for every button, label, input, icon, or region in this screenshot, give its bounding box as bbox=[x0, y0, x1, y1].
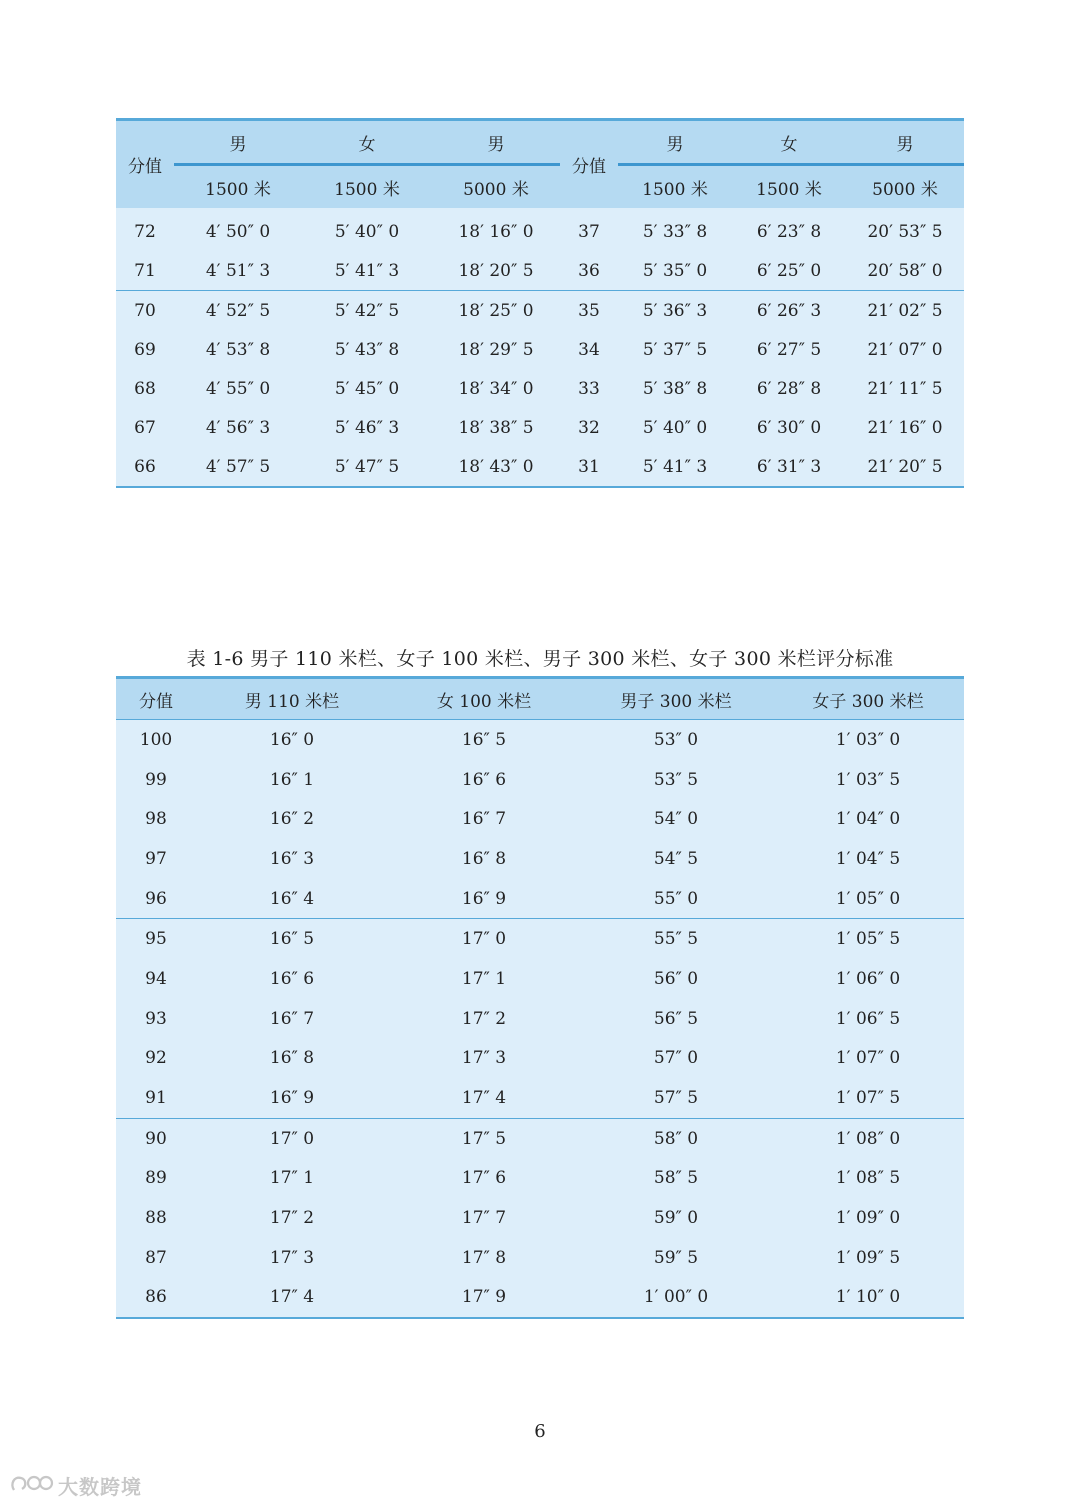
time-cell: 1′ 00″ 0 bbox=[580, 1278, 772, 1319]
time-cell: 16″ 6 bbox=[269, 968, 315, 989]
score-cell: 32 bbox=[578, 417, 600, 438]
time-cell: 17″ 7 bbox=[461, 1208, 507, 1229]
time-cell: 17″ 3 bbox=[461, 1048, 507, 1069]
time-cell: 57″ 0 bbox=[653, 1048, 699, 1069]
time-cell: 16″ 9 bbox=[269, 1088, 315, 1109]
event-header: 1500 米 bbox=[642, 179, 708, 200]
time-cell: 21′ 02″ 5 bbox=[846, 291, 964, 331]
time-cell: 56″ 5 bbox=[653, 1008, 699, 1029]
column-header: 男子 300 米栏 bbox=[580, 678, 772, 720]
score-cell: 34 bbox=[578, 339, 600, 360]
score-cell: 71 bbox=[134, 260, 156, 281]
time-cell: 1′ 07″ 5 bbox=[835, 1088, 901, 1109]
time-cell: 17″ 6 bbox=[461, 1168, 507, 1189]
time-cell: 16″ 7 bbox=[269, 1008, 315, 1029]
time-cell: 5′ 43″ 8 bbox=[334, 339, 400, 360]
time-cell: 58″ 5 bbox=[653, 1168, 699, 1189]
score-cell: 99 bbox=[145, 769, 167, 790]
time-cell: 18′ 29″ 5 bbox=[458, 339, 534, 360]
table-caption: 表 1-6 男子 110 米栏、女子 100 米栏、男子 300 米栏、女子 300 米栏评分标准 bbox=[186, 648, 894, 670]
score-cell: 92 bbox=[145, 1048, 167, 1069]
time-cell: 17″ 0 bbox=[388, 919, 580, 959]
score-cell: 89 bbox=[145, 1168, 167, 1189]
time-cell: 4′ 55″ 0 bbox=[205, 378, 271, 399]
time-cell: 21′ 20″ 5 bbox=[846, 447, 964, 487]
time-cell: 5′ 41″ 3 bbox=[618, 447, 732, 487]
table-row bbox=[116, 251, 964, 291]
score-header: 分值 bbox=[560, 120, 618, 209]
time-cell: 1′ 08″ 5 bbox=[835, 1168, 901, 1189]
logo-icon bbox=[8, 1472, 54, 1498]
time-cell: 18′ 20″ 5 bbox=[458, 260, 534, 281]
time-cell: 16″ 7 bbox=[461, 809, 507, 830]
table-row bbox=[116, 1238, 964, 1278]
time-cell: 1′ 06″ 0 bbox=[835, 968, 901, 989]
time-cell: 5′ 38″ 8 bbox=[642, 378, 708, 399]
time-cell: 17″ 2 bbox=[269, 1208, 315, 1229]
score-cell: 37 bbox=[578, 221, 600, 242]
time-cell: 1′ 09″ 5 bbox=[835, 1247, 901, 1268]
score-cell: 68 bbox=[134, 378, 156, 399]
time-cell: 5′ 36″ 3 bbox=[618, 291, 732, 331]
watermark-text: 大数跨境 bbox=[58, 1474, 142, 1499]
score-cell: 35 bbox=[560, 291, 618, 331]
score-cell: 87 bbox=[145, 1247, 167, 1268]
column-header: 分值 bbox=[116, 678, 196, 720]
group-header: 男 bbox=[174, 120, 302, 165]
group-header: 男 bbox=[618, 120, 732, 165]
time-cell: 18′ 43″ 0 bbox=[432, 447, 560, 487]
time-cell: 21′ 07″ 0 bbox=[867, 339, 943, 360]
score-cell: 88 bbox=[145, 1208, 167, 1229]
time-cell: 6′ 25″ 0 bbox=[756, 260, 822, 281]
time-cell: 18′ 34″ 0 bbox=[458, 378, 534, 399]
time-cell: 17″ 0 bbox=[196, 1118, 388, 1158]
score-cell: 86 bbox=[116, 1278, 196, 1319]
time-cell: 6′ 27″ 5 bbox=[756, 339, 822, 360]
time-cell: 18′ 38″ 5 bbox=[458, 417, 534, 438]
score-cell: 69 bbox=[134, 339, 156, 360]
time-cell: 56″ 0 bbox=[653, 968, 699, 989]
time-cell: 5′ 42″ 5 bbox=[302, 291, 432, 331]
table-row bbox=[116, 291, 964, 331]
time-cell: 17″ 4 bbox=[461, 1088, 507, 1109]
table-row bbox=[116, 1159, 964, 1199]
time-cell: 17″ 8 bbox=[461, 1247, 507, 1268]
time-cell: 6′ 23″ 8 bbox=[756, 221, 822, 242]
group-header: 女 bbox=[302, 120, 432, 165]
time-cell: 21′ 11″ 5 bbox=[867, 378, 943, 399]
score-table-hurdles bbox=[116, 676, 964, 1319]
time-cell: 55″ 5 bbox=[580, 919, 772, 959]
time-cell: 17″ 4 bbox=[196, 1278, 388, 1319]
time-cell: 6′ 31″ 3 bbox=[732, 447, 846, 487]
score-cell: 95 bbox=[116, 919, 196, 959]
event-header: 5000 米 bbox=[463, 179, 529, 200]
table-row bbox=[116, 760, 964, 800]
time-cell: 1′ 04″ 5 bbox=[835, 848, 901, 869]
time-cell: 18′ 25″ 0 bbox=[432, 291, 560, 331]
time-cell: 5′ 37″ 5 bbox=[642, 339, 708, 360]
column-header: 男 110 米栏 bbox=[196, 678, 388, 720]
time-cell: 16″ 1 bbox=[269, 769, 315, 790]
time-cell: 5′ 35″ 0 bbox=[642, 260, 708, 281]
time-cell: 6′ 26″ 3 bbox=[732, 291, 846, 331]
time-cell: 1′ 05″ 5 bbox=[772, 919, 964, 959]
column-header: 女 100 米栏 bbox=[388, 678, 580, 720]
time-cell: 59″ 0 bbox=[653, 1208, 699, 1229]
time-cell: 1′ 10″ 0 bbox=[772, 1278, 964, 1319]
score-cell: 72 bbox=[134, 221, 156, 242]
score-cell: 94 bbox=[145, 968, 167, 989]
event-header: 5000 米 bbox=[872, 179, 938, 200]
time-cell: 16″ 2 bbox=[269, 809, 315, 830]
table-row bbox=[116, 447, 964, 487]
time-cell: 5′ 45″ 0 bbox=[334, 378, 400, 399]
table-row bbox=[116, 1278, 964, 1319]
score-cell: 97 bbox=[145, 848, 167, 869]
table-row bbox=[116, 408, 964, 447]
table-row bbox=[116, 1198, 964, 1238]
time-cell: 55″ 0 bbox=[653, 888, 699, 909]
time-cell: 16″ 8 bbox=[461, 848, 507, 869]
score-cell: 66 bbox=[116, 447, 174, 487]
time-cell: 16″ 3 bbox=[269, 848, 315, 869]
time-cell: 58″ 0 bbox=[580, 1118, 772, 1158]
table-row bbox=[116, 1078, 964, 1118]
time-cell: 17″ 1 bbox=[269, 1168, 315, 1189]
time-cell: 17″ 9 bbox=[388, 1278, 580, 1319]
time-cell: 16″ 5 bbox=[461, 729, 507, 750]
group-header: 男 bbox=[432, 120, 560, 165]
score-cell: 90 bbox=[116, 1118, 196, 1158]
group-header: 女 bbox=[732, 120, 846, 165]
time-cell: 5′ 40″ 0 bbox=[334, 221, 400, 242]
table-row bbox=[116, 1039, 964, 1079]
table-row bbox=[116, 799, 964, 839]
time-cell: 16″ 5 bbox=[196, 919, 388, 959]
table-body bbox=[116, 208, 964, 487]
time-cell: 59″ 5 bbox=[653, 1247, 699, 1268]
score-cell: 70 bbox=[116, 291, 174, 331]
event-header: 1500 米 bbox=[756, 179, 822, 200]
time-cell: 4′ 51″ 3 bbox=[205, 260, 271, 281]
time-cell: 1′ 08″ 0 bbox=[772, 1118, 964, 1158]
time-cell: 20′ 58″ 0 bbox=[867, 260, 943, 281]
time-cell: 1′ 03″ 0 bbox=[835, 729, 901, 750]
table-body bbox=[116, 720, 964, 1319]
time-cell: 1′ 05″ 0 bbox=[835, 888, 901, 909]
group-header: 男 bbox=[846, 120, 964, 165]
time-cell: 18′ 16″ 0 bbox=[458, 221, 534, 242]
time-cell: 20′ 53″ 5 bbox=[867, 221, 943, 242]
time-cell: 6′ 28″ 8 bbox=[756, 378, 822, 399]
time-cell: 4′ 50″ 0 bbox=[205, 221, 271, 242]
table-row bbox=[116, 330, 964, 369]
time-cell: 4′ 57″ 5 bbox=[174, 447, 302, 487]
score-cell: 36 bbox=[578, 260, 600, 281]
score-table-endurance bbox=[116, 118, 964, 488]
time-cell: 1′ 07″ 0 bbox=[835, 1048, 901, 1069]
time-cell: 16″ 0 bbox=[269, 729, 315, 750]
time-cell: 4′ 53″ 8 bbox=[205, 339, 271, 360]
table-row bbox=[116, 839, 964, 879]
event-header: 1500 米 bbox=[205, 179, 271, 200]
time-cell: 4′ 56″ 3 bbox=[205, 417, 271, 438]
page-number: 6 bbox=[534, 1421, 546, 1442]
time-cell: 1′ 06″ 5 bbox=[835, 1008, 901, 1029]
score-header: 分值 bbox=[116, 120, 174, 209]
time-cell: 17″ 5 bbox=[388, 1118, 580, 1158]
time-cell: 17″ 2 bbox=[461, 1008, 507, 1029]
table-row bbox=[116, 1118, 964, 1158]
watermark bbox=[8, 1470, 142, 1500]
time-cell: 21′ 16″ 0 bbox=[867, 417, 943, 438]
time-cell: 16″ 9 bbox=[461, 888, 507, 909]
score-cell: 100 bbox=[139, 729, 173, 750]
time-cell: 53″ 0 bbox=[653, 729, 699, 750]
score-cell: 93 bbox=[145, 1008, 167, 1029]
score-cell: 96 bbox=[145, 888, 167, 909]
time-cell: 5′ 33″ 8 bbox=[642, 221, 708, 242]
time-cell: 1′ 09″ 0 bbox=[835, 1208, 901, 1229]
time-cell: 4′ 52″ 5 bbox=[174, 291, 302, 331]
score-cell: 31 bbox=[560, 447, 618, 487]
time-cell: 1′ 03″ 5 bbox=[835, 769, 901, 790]
table-row bbox=[116, 999, 964, 1039]
time-cell: 5′ 41″ 3 bbox=[334, 260, 400, 281]
time-cell: 16″ 6 bbox=[461, 769, 507, 790]
table-row bbox=[116, 879, 964, 919]
score-cell: 98 bbox=[145, 809, 167, 830]
table-row bbox=[116, 919, 964, 959]
time-cell: 6′ 30″ 0 bbox=[756, 417, 822, 438]
time-cell: 5′ 40″ 0 bbox=[642, 417, 708, 438]
table-row bbox=[116, 959, 964, 999]
table-row bbox=[116, 720, 964, 760]
time-cell: 5′ 46″ 3 bbox=[334, 417, 400, 438]
time-cell: 17″ 3 bbox=[269, 1247, 315, 1268]
table-row bbox=[116, 369, 964, 408]
time-cell: 53″ 5 bbox=[653, 769, 699, 790]
time-cell: 54″ 5 bbox=[653, 848, 699, 869]
time-cell: 16″ 8 bbox=[269, 1048, 315, 1069]
time-cell: 5′ 47″ 5 bbox=[302, 447, 432, 487]
time-cell: 17″ 1 bbox=[461, 968, 507, 989]
event-header: 1500 米 bbox=[334, 179, 400, 200]
table-row bbox=[116, 208, 964, 251]
score-cell: 33 bbox=[578, 378, 600, 399]
column-header: 女子 300 米栏 bbox=[772, 678, 964, 720]
time-cell: 1′ 04″ 0 bbox=[835, 809, 901, 830]
time-cell: 57″ 5 bbox=[653, 1088, 699, 1109]
time-cell: 16″ 4 bbox=[269, 888, 315, 909]
score-cell: 67 bbox=[134, 417, 156, 438]
score-cell: 91 bbox=[145, 1088, 167, 1109]
time-cell: 54″ 0 bbox=[653, 809, 699, 830]
